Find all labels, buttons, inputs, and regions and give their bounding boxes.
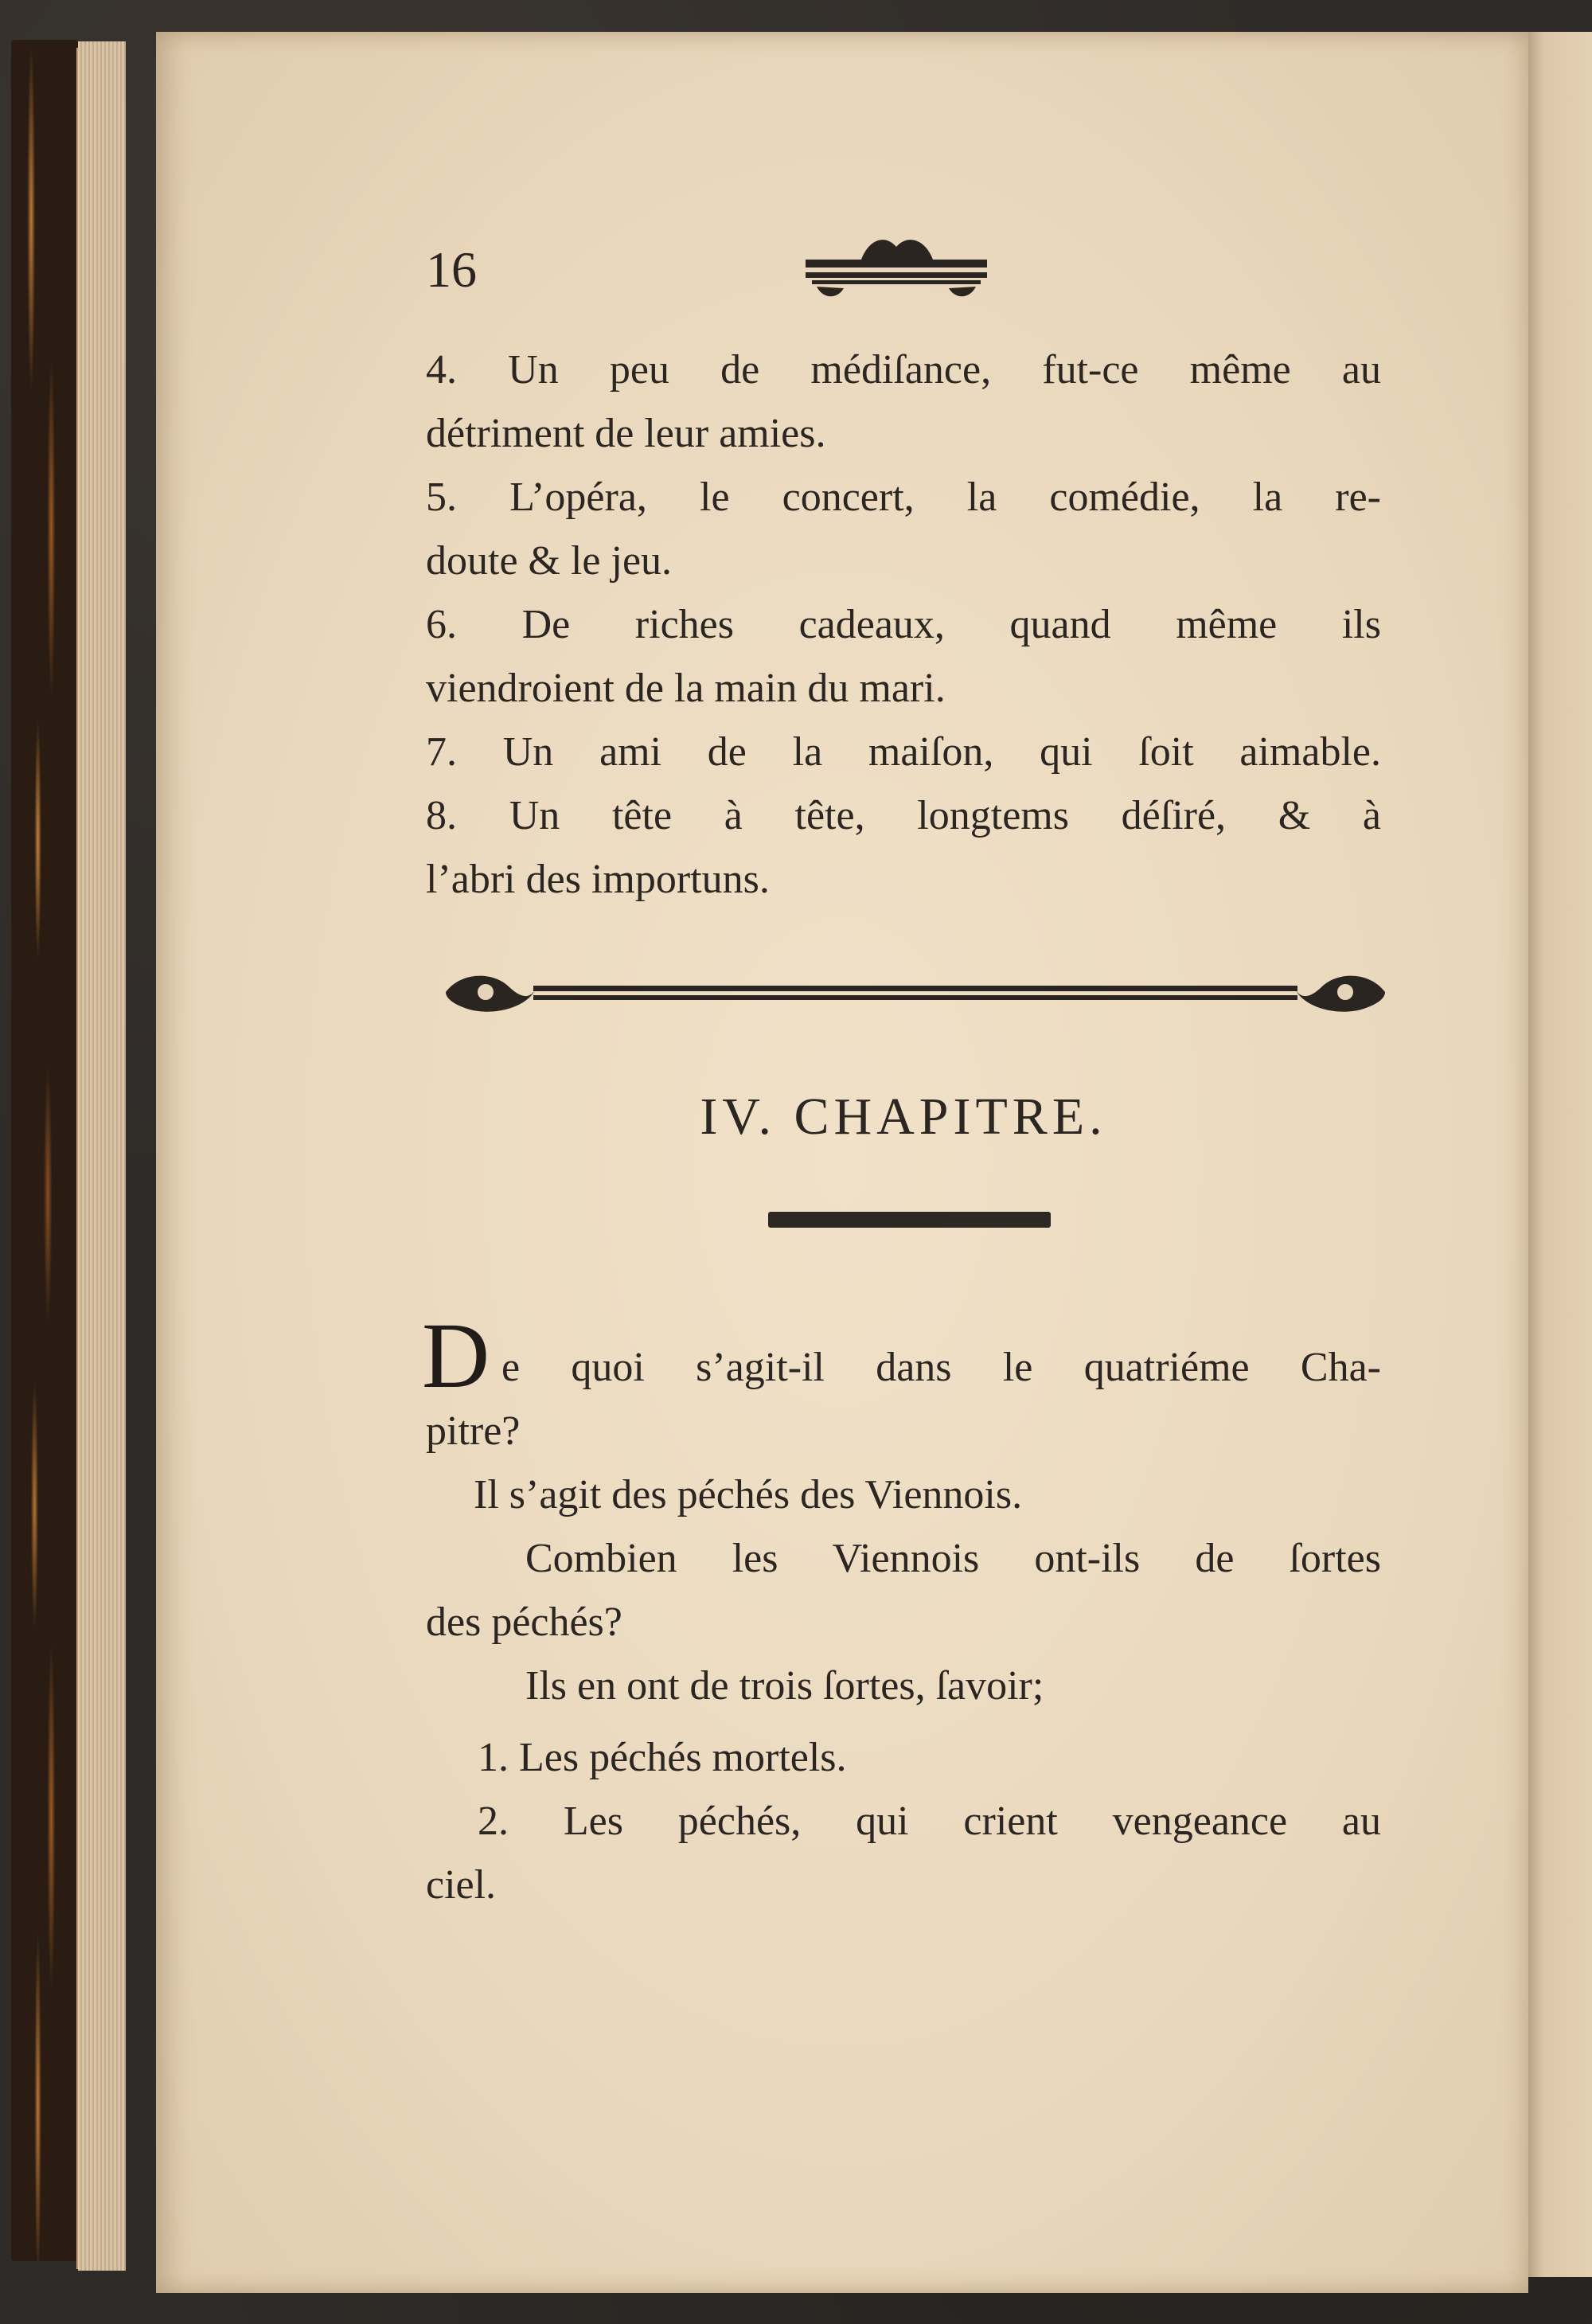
list-item-6-line1: 6. De riches cadeaux, quand même ils [426, 602, 1381, 647]
list-item-4-line2: détriment de leur amies. [426, 411, 826, 456]
list-item-6-line2: viendroient de la main du mari. [426, 666, 946, 711]
section-divider-ornament [446, 963, 1385, 1021]
question-1-line2: pitre? [426, 1408, 521, 1454]
sin-item-2-line2: ciel. [426, 1862, 497, 1908]
question-2-line2: des péchés? [426, 1599, 622, 1645]
list-item-8-line2: l’abri des importuns. [426, 857, 770, 902]
page-edge-stack [78, 41, 126, 2271]
list-item-4-line1: 4. Un peu de médiſance, fut-ce même au [426, 347, 1381, 393]
page-number: 16 [426, 241, 477, 298]
sin-item-1: 1. Les péchés mortels. [478, 1735, 847, 1780]
list-item-7-line1: 7. Un ami de la maiſon, qui ſoit aimable. [426, 729, 1381, 775]
sin-item-2-line1: 2. Les péchés, qui crient vengeance au [478, 1799, 1381, 1844]
list-item-8-line1: 8. Un tête à tête, longtems déſiré, & à [426, 793, 1381, 838]
answer-2: Ils en ont de trois ſortes, ſavoir; [525, 1663, 1044, 1709]
chapter-title: IV. CHAPITRE. [700, 1088, 1107, 1146]
chapter-title-rule [768, 1212, 1051, 1228]
list-item-5-line1: 5. L’opéra, le concert, la comédie, la re- [426, 475, 1381, 520]
question-2-line1: Combien les Viennois ont-ils de ſortes [525, 1536, 1381, 1581]
header-ornament [806, 231, 987, 303]
facing-page-edge [1528, 32, 1592, 2277]
marbled-book-cover [11, 40, 78, 2261]
list-item-5-line2: doute & le jeu. [426, 538, 673, 584]
question-1-line1: e quoi s’agit-il dans le quatriéme Cha- [501, 1345, 1381, 1390]
answer-1: Il s’agit des péchés des Viennois. [474, 1472, 1023, 1517]
drop-cap: D [422, 1303, 490, 1408]
